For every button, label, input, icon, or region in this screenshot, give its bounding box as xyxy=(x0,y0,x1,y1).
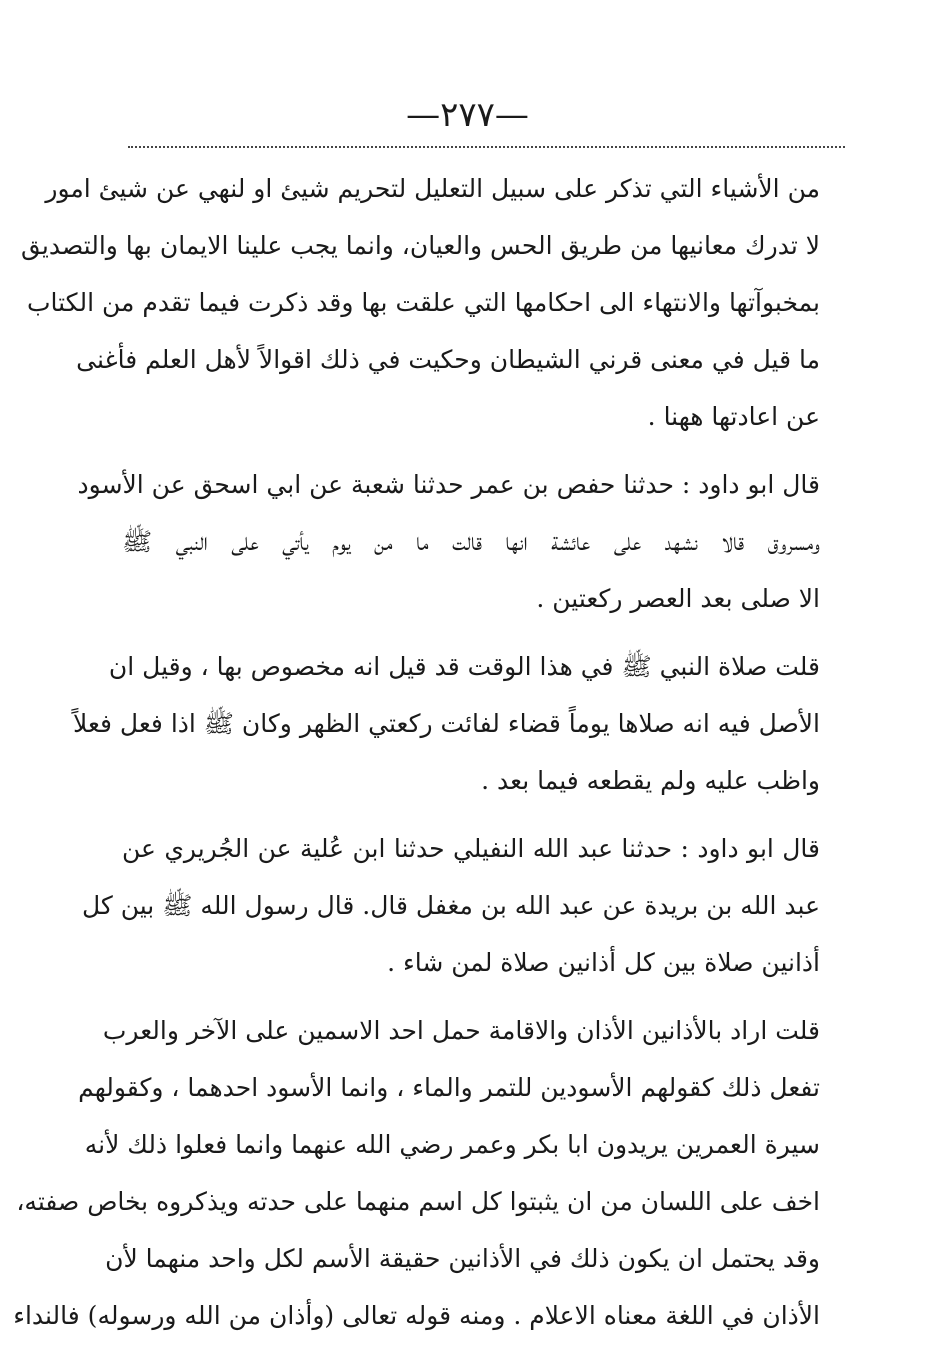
paragraph-4 xyxy=(81,820,820,991)
text-line: قلت صلاة النبي ﷺ في هذا الوقت قد قيل انه مخصوص بها ، وقيل ان xyxy=(108,652,820,681)
page-number: —٢٧٧— xyxy=(406,95,529,135)
paragraph-5 xyxy=(13,1002,820,1344)
paragraph-3 xyxy=(73,638,820,809)
page-body xyxy=(13,160,820,1355)
text-line: قال ابو داود : حدثنا حفص بن عمر حدثنا شعبة عن ابي اسحق عن الأسود xyxy=(77,470,820,499)
text-line: قلت اراد بالأذانين الأذان والاقامة حمل احد الاسمين على الآخر والعرب xyxy=(102,1016,820,1045)
text-line: سيرة العمرين يريدون ابا بكر وعمر رضي الله عنهما وانما فعلوا ذلك لأنه xyxy=(84,1130,820,1159)
text-line: وقد يحتمل ان يكون ذلك في الأذانين حقيقة الأسم لكل واحد منهما لأن xyxy=(105,1244,820,1273)
text-line: الا صلى بعد العصر ركعتين . xyxy=(536,584,820,613)
text-line: اخف على اللسان من ان يثبتوا كل اسم منهما على حدته ويذكروه بخاص صفته، xyxy=(16,1187,820,1216)
text-line: واظب عليه ولم يقطعه فيما بعد . xyxy=(481,766,820,795)
text-line: عن اعادتها ههنا . xyxy=(647,402,820,431)
text-line: بمخبوآتها والانتهاء الى احكامها التي علقت بها وقد ذكرت فيما تقدم من الكتاب xyxy=(26,288,820,317)
paragraph-1 xyxy=(21,160,820,445)
text-line: عبد الله بن بريدة عن عبد الله بن مغفل قال. قال رسول الله ﷺ بين كل xyxy=(81,891,820,920)
text-line: قال ابو داود : حدثنا عبد الله النفيلي حدثنا ابن عُلية عن الجُريري عن xyxy=(122,834,820,863)
text-line: الأصل فيه انه صلاها يوماً قضاء لفائت ركعتي الظهر وكان ﷺ اذا فعل فعلاً xyxy=(73,709,820,738)
text-line: أذانين صلاة بين كل أذانين صلاة لمن شاء . xyxy=(387,948,820,977)
text-line: ومسروق قالا نشهد على عائشة انها قالت ما من يوم يأتي على النبي ﷺ xyxy=(122,527,820,556)
text-line: لا تدرك معانيها من طريق الحس والعيان، وانما يجب علينا الايمان بها والتصديق xyxy=(21,231,820,260)
text-line: الأذان في اللغة معناه الاعلام . ومنه قوله تعالى (وأذان من الله ورسوله) فالنداء xyxy=(13,1301,820,1330)
text-line: تفعل ذلك كقولهم الأسودين للتمر والماء ، وانما الأسود احدهما ، وكقولهم xyxy=(78,1073,820,1102)
text-line: من الأشياء التي تذكر على سبيل التعليل لتحريم شيئ او لنهي عن شيئ امور xyxy=(45,174,820,203)
header-divider xyxy=(128,146,845,148)
text-line: ما قيل في معنى قرني الشيطان وحكيت في ذلك اقوالاً لأهل العلم فأغنى xyxy=(76,345,820,374)
paragraph-2 xyxy=(77,456,820,627)
